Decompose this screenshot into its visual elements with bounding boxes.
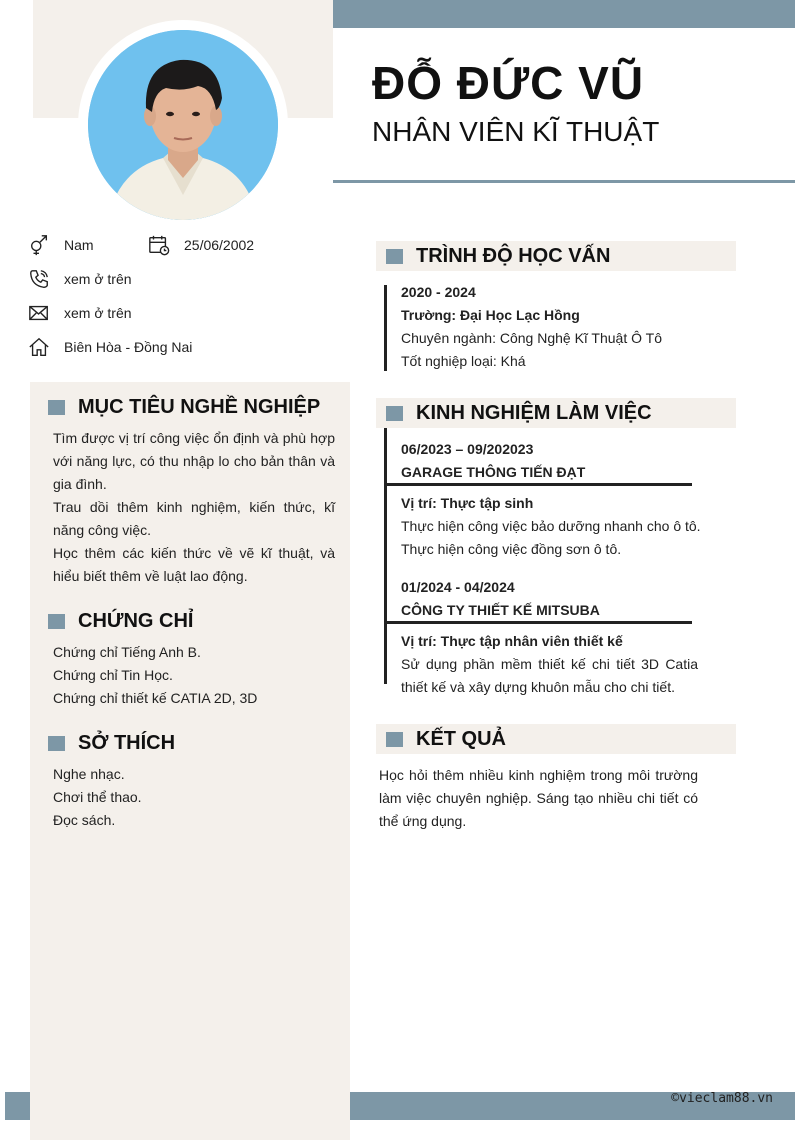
list-item: Chứng chỉ Tiếng Anh B.: [53, 644, 201, 660]
certificates-heading: [48, 607, 193, 635]
education-grade: Tốt nghiệp loại: Khá: [401, 353, 526, 369]
list-item: Chơi thể thao.: [53, 789, 142, 805]
job-entry-2-body: [401, 630, 698, 699]
watermark: ©vieclam88.vn: [671, 1091, 773, 1106]
heading-marker: [48, 736, 65, 751]
birthday-info: [148, 234, 254, 256]
email-info: [28, 302, 132, 324]
envelope-icon: [28, 302, 50, 324]
heading-marker: [386, 406, 403, 421]
job-company: GARAGE THÔNG TIẾN ĐẠT: [401, 464, 586, 480]
experience-title: KINH NGHIỆM LÀM VIỆC: [416, 401, 652, 424]
gender-icon: [28, 234, 50, 256]
heading-marker: [48, 400, 65, 415]
heading-marker: [48, 614, 65, 629]
job-period: 01/2024 - 04/2024: [401, 579, 515, 595]
objective-paragraph: Tìm được vị trí công việc ổn định và phù hợp với năng lực, có thu nhập lo cho bản thân và gia đình.: [53, 430, 335, 492]
title-divider: [333, 180, 795, 183]
phone-icon: [28, 268, 50, 290]
birthday-value: 25/06/2002: [184, 237, 255, 253]
heading-marker: [386, 732, 403, 747]
job-entry-1-head: [401, 438, 701, 484]
home-icon: [28, 336, 50, 358]
profile-photo: [88, 30, 278, 220]
education-timeline: [384, 285, 387, 371]
heading-marker: [386, 249, 403, 264]
education-heading: [376, 241, 736, 271]
objective-title: MỤC TIÊU NGHỀ NGHIỆP: [78, 395, 321, 418]
list-item: Nghe nhạc.: [53, 766, 125, 782]
gender-value: Nam: [64, 237, 94, 253]
education-major: Chuyên ngành: Công Nghệ Kĩ Thuật Ô Tô: [401, 330, 662, 346]
job-title: NHÂN VIÊN KĨ THUẬT: [372, 116, 660, 147]
job-position: Vị trí: Thực tập nhân viên thiết kế: [401, 633, 623, 649]
address-info: [28, 336, 192, 358]
bottom-bar-panel: [30, 1092, 350, 1120]
job-detail: Thực hiện công việc bảo dưỡng nhanh cho ô tô.: [401, 518, 701, 534]
job-entry-1-body: [401, 492, 701, 561]
job-divider: [384, 621, 692, 624]
person-portrait-icon: [88, 30, 278, 220]
results-heading: [376, 724, 736, 754]
education-title: TRÌNH ĐỘ HỌC VẤN: [416, 244, 611, 267]
certificates-title: CHỨNG CHỈ: [78, 609, 194, 632]
education-school: Trường: Đại Học Lạc Hồng: [401, 307, 580, 323]
results-title: KẾT QUẢ: [416, 727, 506, 750]
education-period: 2020 - 2024: [401, 284, 476, 300]
hobbies-title: SỞ THÍCH: [78, 731, 176, 754]
calendar-icon: [148, 234, 170, 256]
education-entry: [401, 281, 731, 373]
results-text: [379, 764, 698, 833]
full-name: ĐỖ ĐỨC VŨ: [372, 57, 645, 109]
objective-paragraph: Trau dồi thêm kinh nghiệm, kiến thức, kĩ năng công việc.: [53, 499, 335, 538]
phone-value: xem ở trên: [64, 271, 132, 287]
phone-info: [28, 268, 132, 290]
job-company: CÔNG TY THIẾT KẾ MITSUBA: [401, 602, 600, 618]
experience-timeline: [384, 428, 387, 684]
hobbies-list: [53, 763, 335, 832]
job-position: Vị trí: Thực tập sinh: [401, 495, 534, 511]
gender-info: [28, 234, 94, 256]
top-bar-gap: [5, 0, 33, 28]
job-detail: Sử dụng phần mềm thiết kế chi tiết 3D Catia thiết kế và xây dựng khuôn mẫu cho chi tiết.: [401, 656, 698, 695]
hobbies-heading: [48, 729, 175, 757]
list-item: Đọc sách.: [53, 812, 116, 828]
certificates-list: [53, 641, 335, 710]
job-detail: Thực hiện công việc đồng sơn ô tô.: [401, 541, 622, 557]
address-value: Biên Hòa - Đồng Nai: [64, 339, 193, 355]
results-paragraph: Học hỏi thêm nhiều kinh nghiệm trong môi trường làm việc chuyên nghiệp. Sáng tạo nhiều chi tiết có thể ứng dụng.: [379, 767, 698, 829]
email-value: xem ở trên: [64, 305, 132, 321]
list-item: Chứng chỉ thiết kế CATIA 2D, 3D: [53, 690, 258, 706]
objective-text: [53, 427, 335, 588]
job-period: 06/2023 – 09/202023: [401, 441, 534, 457]
job-divider: [384, 483, 692, 486]
experience-heading: [376, 398, 736, 428]
job-entry-2-head: [401, 576, 701, 622]
list-item: Chứng chỉ Tin Học.: [53, 667, 173, 683]
objective-heading: [48, 393, 320, 421]
objective-paragraph: Học thêm các kiến thức về vẽ kĩ thuật, và hiểu biết thêm về luật lao động.: [53, 545, 335, 584]
